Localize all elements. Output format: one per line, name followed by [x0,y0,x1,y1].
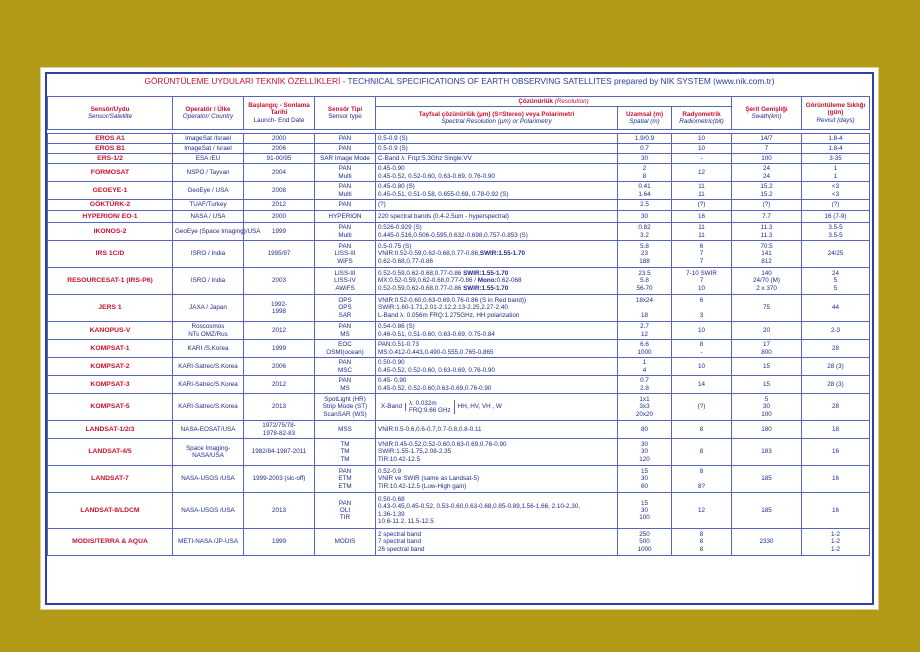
title-english: - TECHNICAL SPECIFICATIONS OF EARTH OBSERVING SATELLITES prepared by NIK SYSTEM (www.nik.com.tr) [340,76,775,86]
sensor-type-cell: PAN MSC [315,358,376,376]
operator-cell: NASA / USA [173,211,244,223]
header-operator: Operatör / Ülke Operator/ Country [173,97,244,130]
header-satellite: Sensör/Uydu Sensor/Satellite [48,97,173,130]
launch-date-cell: 2008 [244,182,315,200]
spatial-cell: 0.41 1.64 [618,182,672,200]
swath-cell: 5 30 100 [732,394,802,421]
spectral-subcell: X-Band [378,403,406,410]
table-row [48,529,870,556]
spec-sheet [40,67,879,610]
spectral-cell: 0.45-0.90 0.45-0.52, 0.52-0.60, 0.63-0.69, 0.76-0.90 [376,164,618,182]
radiometric-cell: (?) [672,394,732,421]
operator-cell: KARI-Satrec/S.Korea [173,376,244,394]
satellite-name: FORMOSAT [48,164,173,182]
radiometric-cell: - [672,154,732,164]
table-row [48,394,870,421]
launch-date-cell: 1999-2003 (slc-off) [244,466,315,493]
title-turkish: GÖRÜNTÜLEME UYDULARI TEKNİK ÖZELLİKLERİ [144,76,341,86]
revisit-cell: 18 [802,421,870,439]
radiometric-cell: 8 8 8 [672,529,732,556]
revisit-cell: 44 [802,295,870,322]
spatial-cell: 30 30 120 [618,439,672,466]
radiometric-cell: 11 11 [672,223,732,241]
spatial-cell: 15 30 60 [618,466,672,493]
spatial-cell: 250 500 1000 [618,529,672,556]
revisit-cell: 16 [802,493,870,529]
spectral-cell: C-Band λ: Frqz:5.3Ghz Single:VV [376,154,618,164]
table-row [48,421,870,439]
spectral-cell: 0.526-0.929 (S) 0.445-0.516,0.506-0.595,0.632-0.698,0.757-0.853 (S) [376,223,618,241]
swath-cell: 20 [732,322,802,340]
operator-cell: GeoEye / USA [173,182,244,200]
radiometric-cell: 6 3 [672,295,732,322]
radiometric-cell: 12 [672,164,732,182]
swath-cell: 7 [732,144,802,154]
sensor-type-cell: PAN [315,134,376,144]
radiometric-cell: 8 [672,439,732,466]
table-row [48,241,870,268]
sensor-type-cell: OPS OPS SAR [315,295,376,322]
sensor-type-cell: SAR Image Mode [315,154,376,164]
radiometric-cell: 14 [672,376,732,394]
revisit-cell: 2-3 [802,322,870,340]
spectral-cell: 0.5-0.9 (S) [376,144,618,154]
spatial-cell: 30 [618,211,672,223]
revisit-cell: (?) [802,200,870,211]
table-row [48,358,870,376]
sensor-type-cell: SpotLight (HR) Strip Mode (ST) ScanSAR (WS) [315,394,376,421]
radiometric-cell: 8 - [672,340,732,358]
sensor-type-cell: MODIS [315,529,376,556]
sensor-type-cell: MSS [315,421,376,439]
satellite-name: RESOURCESAT-1 (IRS-P6) [48,268,173,295]
spatial-cell: 0.7 [618,144,672,154]
sensor-type-cell: PAN [315,200,376,211]
swath-cell: 100 [732,154,802,164]
launch-date-cell: 2006 [244,144,315,154]
sensor-type-cell: PAN MS [315,322,376,340]
operator-cell: TUAF/Turkey [173,200,244,211]
swath-cell: 15 [732,376,802,394]
table-row [48,493,870,529]
header-spatial: Uzamsal (m) Spatial (m) [618,107,672,130]
swath-cell: 140 24/70 (M) 2 x 370 [732,268,802,295]
header-date: Başlangıç - Sonlama Tarihi Launch- End Date [244,97,315,130]
spatial-cell: 2.7 12 [618,322,672,340]
satellite-name: GÖKTÜRK-2 [48,200,173,211]
spatial-cell: 2 8 [618,164,672,182]
operator-cell: ImageSat /Israel [173,134,244,144]
spectral-cell: 0.50-0.68 0.43-0.45,0.45-0.52, 0.53-0.60,0.63-0.68,0.85-0.89,1.56-1.66, 2.10-2.30, 1.36-1.39 10.6-11.2, 11.5-12.5 [376,493,618,529]
revisit-cell: 3-35 [802,154,870,164]
launch-date-cell: 1995/97 [244,241,315,268]
table-row [48,439,870,466]
spectral-cell: VNIR:0.5-0.6,0.6-0.7,0.7-0.8,0.8-0.11 [376,421,618,439]
revisit-cell: 24/25 [802,241,870,268]
satellite-name: HYPERION/ EO-1 [48,211,173,223]
operator-cell: JAXA / Japan [173,295,244,322]
launch-date-cell: 2012 [244,376,315,394]
radiometric-cell: 12 [672,493,732,529]
operator-cell: ImageSat / Israel [173,144,244,154]
spectral-cell: 0.5-0.9 (S) [376,134,618,144]
satellite-name: KOMPSAT-3 [48,376,173,394]
swath-cell: 17 800 [732,340,802,358]
launch-date-cell: 1999 [244,223,315,241]
launch-date-cell: 2000 [244,134,315,144]
table-body [48,134,870,556]
table-row [48,154,870,164]
launch-date-cell: 2003 [244,268,315,295]
operator-cell: ISRO / India [173,241,244,268]
launch-date-cell: 2004 [244,164,315,182]
spatial-cell: 23.5 5.8 56-70 [618,268,672,295]
header-row-1 [48,97,870,107]
table-row [48,295,870,322]
sensor-type-cell: PAN Multi [315,223,376,241]
spectral-cell: 0.50-0.90 0.45-0.52, 0.52-0.60, 0.63-0.69, 0.76-0.90 [376,358,618,376]
swath-cell: 2330 [732,529,802,556]
sensor-type-cell: TM TM TM [315,439,376,466]
page-title [41,76,878,86]
spatial-cell: 15 30 100 [618,493,672,529]
sensor-type-cell: PAN Multi [315,164,376,182]
satellite-name: LANDSAT-1/2/3 [48,421,173,439]
launch-date-cell: 1999 [244,529,315,556]
table-row [48,164,870,182]
launch-date-cell: 1999 [244,340,315,358]
swath-cell: 180 [732,421,802,439]
satellite-name: KOMPSAT-5 [48,394,173,421]
launch-date-cell: 2012 [244,322,315,340]
radiometric-cell: 8 [672,421,732,439]
satellite-table [47,96,870,556]
table-row [48,223,870,241]
launch-date-cell: 2013 [244,493,315,529]
operator-cell: GeoEye (Space Imaging)/USA [173,223,244,241]
spatial-cell: 2.5 [618,200,672,211]
revisit-cell: 3.5-5 3.5-5 [802,223,870,241]
revisit-cell: 1-2 1-2 1-2 [802,529,870,556]
swath-cell: 75 [732,295,802,322]
header-spectral: Tayfsal çözünürlük (µm) (S=Stereo) veya Polarimetri Spectral Resolution (µm) or Polarimetry [376,107,618,130]
spectral-cell: VNIR:0.45-0.52,0.52-0.60,0.63-0.69,0.76-0.90 SWIR:1.55-1.75,2.08-2.35 TIR:10.42-12.5 [376,439,618,466]
radiometric-cell: 10 [672,358,732,376]
spectral-cell: 0.54-0.86 (S) 0.46-0.51, 0.51-0.60, 0.63-0.69, 0.75-0.84 [376,322,618,340]
spectral-cell: (?) [376,200,618,211]
spatial-cell: 18x24 18 [618,295,672,322]
spatial-cell: 1.9/0.9 [618,134,672,144]
radiometric-cell: 16 [672,211,732,223]
swath-cell: 11.3 11.3 [732,223,802,241]
swath-cell: 15.2 15.2 [732,182,802,200]
revisit-cell: 24 5 5 [802,268,870,295]
revisit-cell: 28 (3) [802,376,870,394]
launch-date-cell: 1992- 1998 [244,295,315,322]
radiometric-cell: 10 [672,134,732,144]
launch-date-cell: 2000 [244,211,315,223]
radiometric-cell: 10 [672,322,732,340]
spectral-subcell: HH, HV, VH , W [457,403,502,411]
sensor-type-cell: PAN OLI TIR [315,493,376,529]
revisit-cell: 28 [802,340,870,358]
swath-cell: 7.7 [732,211,802,223]
spatial-cell: 0.82 3.2 [618,223,672,241]
launch-date-cell: 91-00/95 [244,154,315,164]
satellite-name: EROS A1 [48,134,173,144]
launch-date-cell: 2012 [244,200,315,211]
spectral-cell: VNIR:0.52-0.60,0.63-0.69,0.76-0.86 (S in Red band)) SWIR:1.60-1.71,2.01-2.12,2.13-2.25,2.27-2.40 L-Band λ: 0.056m FRQ:1.275GHz, HH polarization [376,295,618,322]
revisit-cell: 16 (7-9) [802,211,870,223]
table-row [48,268,870,295]
revisit-cell: 1 1 [802,164,870,182]
swath-cell: 15 [732,358,802,376]
revisit-cell: 28 [802,394,870,421]
spectral-cell: 0.52-0.9 VNIR ve SWIR (same as Landsat-5) TIR:10.42-12.5 (Low-High gain) [376,466,618,493]
header-resolution: Çözünürlük (Resolution) [376,97,732,107]
swath-cell: 24 24 [732,164,802,182]
sensor-type-cell: PAN ETM ETM [315,466,376,493]
satellite-name: KOMPSAT-2 [48,358,173,376]
spatial-cell: 80 [618,421,672,439]
operator-cell: Roscosmos NTs OMZ/Rus [173,322,244,340]
table-row [48,340,870,358]
sensor-type-cell: PAN Multi [315,182,376,200]
spectral-cell: 220 spectral bands (0.4-2.5um - hyperspectral) [376,211,618,223]
satellite-name: IKONOS-2 [48,223,173,241]
revisit-cell: <3 <3 [802,182,870,200]
spectral-cell: 0.52-0.59,0.62-0.68,0.77-0.86 SWIR:1.55-1.70 MX:0.52-0.59,0.62-0.68,0.77-0.86 / Mono:0.62-068 0.52-0.59,0.62-0.68,0.77-0.86 SWIR:1.55-1.70 [376,268,618,295]
spectral-cell: PAN:0.51-0.73 MS:0.412-0.443,0.490-0.555,0.765-0.865 [376,340,618,358]
spatial-cell: 1x1 3x3 20x20 [618,394,672,421]
revisit-cell: 28 (3) [802,358,870,376]
sensor-type-cell: PAN [315,144,376,154]
revisit-cell: 16 [802,439,870,466]
launch-date-cell: 1972/75/78- 1978-82-83 [244,421,315,439]
swath-cell: 185 [732,493,802,529]
radiometric-cell: 8 8? [672,466,732,493]
operator-cell: NASA-USGS /USA [173,493,244,529]
table-row [48,322,870,340]
sensor-type-cell: EOC OSMI(ocean) [315,340,376,358]
header-revisit: Görüntüleme Sıklığı (gün) Revisit (days) [802,97,870,130]
satellite-name: JERS 1 [48,295,173,322]
swath-cell: 14/7 [732,134,802,144]
spatial-cell: 1 4 [618,358,672,376]
header-sensor: Sensör Tipi Sensor type [315,97,376,130]
swath-cell: 183 [732,439,802,466]
operator-cell: NSPO / Tayvan [173,164,244,182]
spatial-cell: 6.6 1000 [618,340,672,358]
operator-cell: KARI-Satrec/S.Korea [173,394,244,421]
sensor-type-cell: PAN LISS-III WiFS [315,241,376,268]
spatial-cell: 0.7 2.8 [618,376,672,394]
revisit-cell: 16 [802,466,870,493]
radiometric-cell: 7-10 SWIR 7 10 [672,268,732,295]
operator-cell: ISRO / India [173,268,244,295]
table-row [48,466,870,493]
sensor-type-cell: LISS-III LISS-IV AWiFS [315,268,376,295]
radiometric-cell: 6 7 7 [672,241,732,268]
satellite-name: ERS-1/2 [48,154,173,164]
operator-cell: NASA-EOSAT/USA [173,421,244,439]
header-swath: Şerit Genişliği Swath(km) [732,97,802,130]
satellite-name: LANDSAT-7 [48,466,173,493]
swath-cell: 185 [732,466,802,493]
sensor-type-cell: PAN MS [315,376,376,394]
table-row [48,376,870,394]
table-row [48,200,870,211]
satellite-name: LANDSAT-4/5 [48,439,173,466]
operator-cell: NASA-USGS /USA [173,466,244,493]
spectral-cell: 0.5-0.75 (S) VNIR:0.52-0.59,0.62-0.68,0.77-0.86,SWIR:1.55-1.70 0.62-0.68,0.77-0.86 [376,241,618,268]
spectral-cell: 0.45- 0.90 0.45-0.52, 0.52-0.60,0.63-0.69,0.76-0.90 [376,376,618,394]
spectral-cell: 2 spectral band 7 spectral band 26 spectral band [376,529,618,556]
table-row [48,211,870,223]
spectral-cell: 0.45-0.80 (S) 0.45-0.51, 0.51-0.58, 0.655-0.69, 0.78-0.92 (S) [376,182,618,200]
operator-cell: KARI-Satrec/S.Korea [173,358,244,376]
radiometric-cell: 10 [672,144,732,154]
launch-date-cell: 2006 [244,358,315,376]
swath-cell: (?) [732,200,802,211]
radiometric-cell: (?) [672,200,732,211]
table-row [48,134,870,144]
operator-cell: ESA /EU [173,154,244,164]
satellite-name: MODIS/TERRA & AQUA [48,529,173,556]
spatial-cell: 30 [618,154,672,164]
operator-cell: METI-NASA /JP-USA [173,529,244,556]
spatial-cell: 5.8 23 188 [618,241,672,268]
satellite-name: KANOPUS-V [48,322,173,340]
launch-date-cell: 1982/84-1987-2011 [244,439,315,466]
satellite-name: IRS 1C/D [48,241,173,268]
table-row [48,144,870,154]
radiometric-cell: 11 11 [672,182,732,200]
sensor-type-cell: HYPERION [315,211,376,223]
operator-cell: Space Imaging- NASA/USA [173,439,244,466]
operator-cell: KARI /S.Korea [173,340,244,358]
spectral-cell [376,394,618,421]
spectral-subcell: λ: 0.032m FRQ:9.66 GHz [406,400,455,414]
swath-cell: 70.5 141 812 [732,241,802,268]
revisit-cell: 1.8-4 [802,144,870,154]
table-row [48,182,870,200]
launch-date-cell: 2013 [244,394,315,421]
satellite-name: EROS B1 [48,144,173,154]
revisit-cell: 1.8-4 [802,134,870,144]
satellite-name: KOMPSAT-1 [48,340,173,358]
satellite-name: GEOEYE-1 [48,182,173,200]
header-radiometric: Radyometrik Radiometric(bit) [672,107,732,130]
satellite-name: LANDSAT-8/LDCM [48,493,173,529]
